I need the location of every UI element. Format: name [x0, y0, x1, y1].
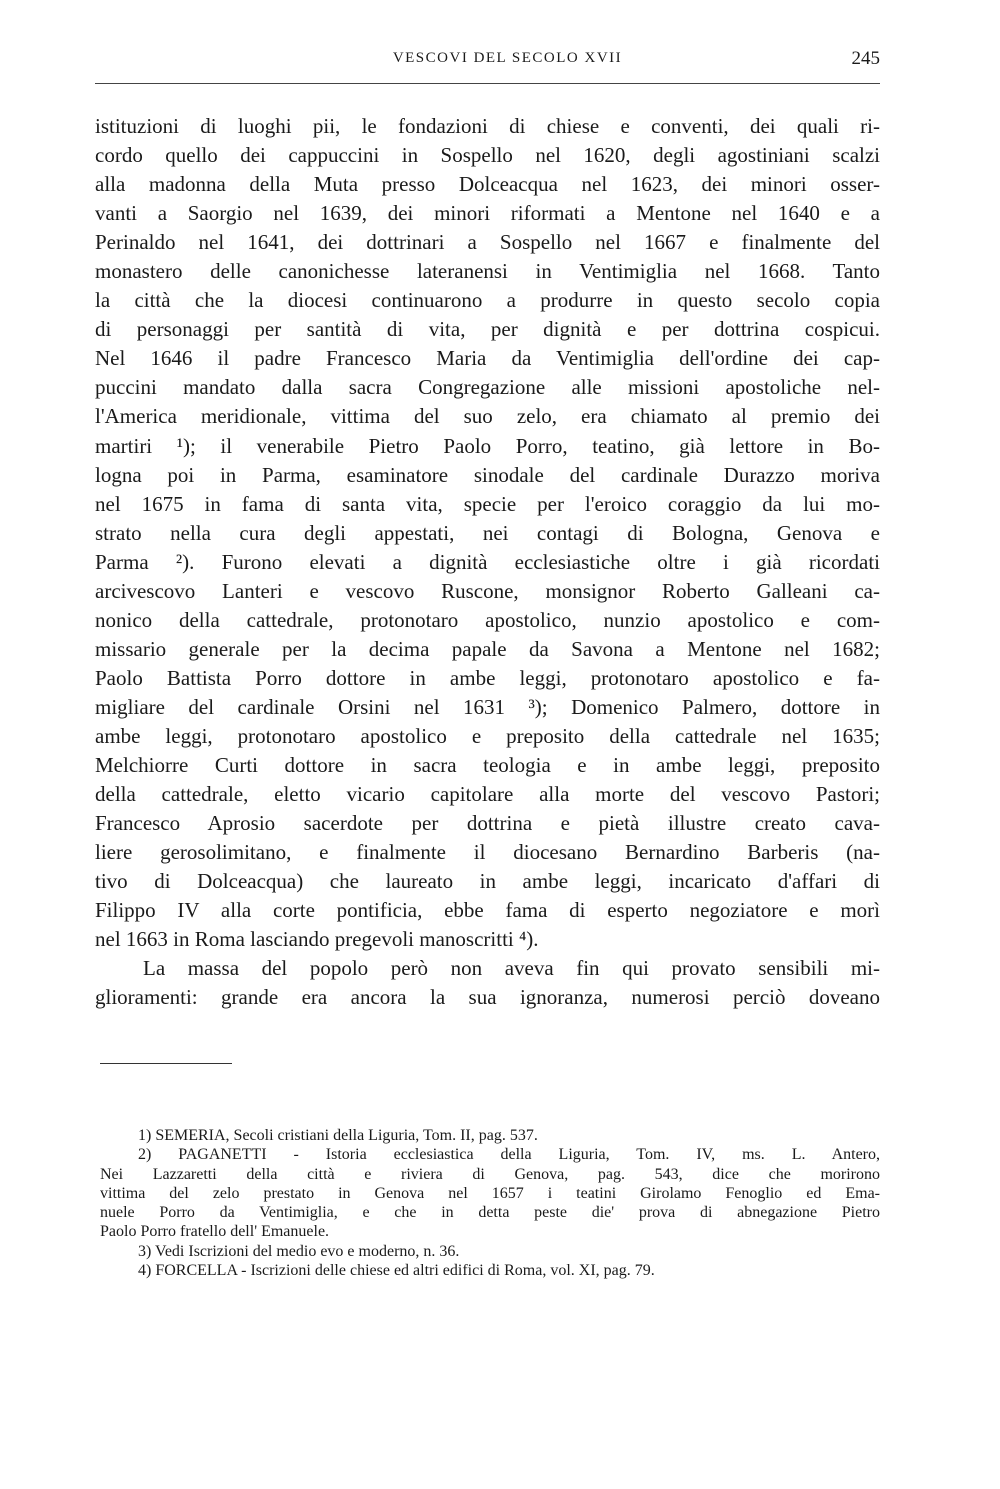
footnote-2-line: nuele Porro da Ventimiglia, e che in detta peste die' prova di abnegazione Pietro [100, 1204, 880, 1222]
paragraph-end-line: nel 1663 in Roma lasciando pregevoli manoscritti ⁴). [95, 927, 539, 952]
text-line: istituzioni di luoghi pii, le fondazioni di chiese e conventi, dei quali ri- [95, 114, 880, 138]
footnotes [100, 1126, 880, 1280]
text-line: la città che la diocesi continuarono a produrre in questo secolo copia [95, 288, 880, 313]
paragraph-start-line: La massa del popolo però non aveva fin qui provato sensibili mi- [143, 956, 880, 981]
running-title: VESCOVI DEL SECOLO XVII [392, 50, 623, 66]
footnote-2: 2) PAGANETTI - Istoria ecclesiastica della Liguria, Tom. IV, ms. L. Antero, [138, 1146, 880, 1164]
text-line: nel 1675 in fama di santa vita, specie per l'eroico coraggio da lui mo- [95, 491, 880, 516]
text-line: alla madonna della Muta presso Dolceacqua nel 1623, dei minori osser- [95, 172, 880, 197]
running-head [95, 48, 880, 74]
text-line: Filippo IV alla corte pontificia, ebbe fama di esperto negoziatore e morì [95, 898, 880, 923]
text-line: vanti a Saorgio nel 1639, dei minori riformati a Mentone nel 1640 e a [95, 201, 880, 226]
text-line: tivo di Dolceacqua) che laureato in ambe leggi, incaricato d'affari di [95, 869, 880, 894]
text-line: glioramenti: grande era ancora la sua ignoranza, numerosi perciò doveano [95, 985, 880, 1010]
text-line: di personaggi per santità di vita, per dignità e per dottrina cospicui. [95, 317, 880, 342]
footnote-1: 1) SEMERIA, Secoli cristiani della Liguria, Tom. II, pag. 537. [138, 1127, 538, 1144]
text-line: logna poi in Parma, esaminatore sinodale del cardinale Durazzo moriva [95, 462, 880, 487]
text-line: strato nella cura degli appestati, nei contagi di Bologna, Genova e [95, 520, 880, 545]
header-rule [95, 83, 880, 84]
text-line: puccini mandato dalla sacra Congregazione alle missioni apostoliche nel- [95, 375, 880, 400]
footnote-2-line: Nei Lazzaretti della città e riviera di Genova, pag. 543, dice che morirono [100, 1165, 880, 1183]
text-line: nonico della cattedrale, protonotaro apostolico, nunzio apostolico e com- [95, 607, 880, 632]
body-text [95, 112, 880, 1012]
text-line: liere gerosolimitano, e finalmente il diocesano Bernardino Barberis (na- [95, 840, 880, 865]
text-line: monastero delle canonichesse lateranensi in Ventimiglia nel 1668. Tanto [95, 259, 880, 284]
footnote-2-line: vittima del zelo prestato in Genova nel 1657 i teatini Girolamo Fenoglio ed Ema- [100, 1184, 880, 1202]
footnote-4: 4) FORCELLA - Iscrizioni delle chiese ed altri edifici di Roma, vol. XI, pag. 79. [138, 1262, 655, 1280]
text-line: migliare del cardinale Orsini nel 1631 ³); Domenico Palmero, dottore in [95, 694, 880, 719]
text-line: arcivescovo Lanteri e vescovo Ruscone, monsignor Roberto Galleani ca- [95, 578, 880, 603]
text-line: Paolo Battista Porro dottore in ambe leggi, protonotaro apostolico e fa- [95, 665, 880, 690]
text-line: Parma ²). Furono elevati a dignità ecclesiastiche oltre i già ricordati [95, 549, 880, 574]
page-number: 245 [851, 48, 880, 69]
text-line: ambe leggi, protonotaro apostolico e preposito della cattedrale nel 1635; [95, 723, 880, 748]
text-line: l'America meridionale, vittima del suo zelo, era chiamato al premio dei [95, 404, 880, 429]
text-line: missario generale per la decima papale da Savona a Mentone nel 1682; [95, 636, 880, 661]
text-line: Melchiorre Curti dottore in sacra teologia e in ambe leggi, preposito [95, 753, 880, 778]
text-line: della cattedrale, eletto vicario capitolare alla morte del vescovo Pastori; [95, 782, 880, 807]
text-line: Nel 1646 il padre Francesco Maria da Ventimiglia dell'ordine dei cap- [95, 346, 880, 371]
text-line: Perinaldo nel 1641, dei dottrinari a Sospello nel 1667 e finalmente del [95, 230, 880, 255]
text-line: Francesco Aprosio sacerdote per dottrina e pietà illustre creato cava- [95, 811, 880, 836]
footnote-2-line: Paolo Porro fratello dell' Emanuele. [100, 1223, 330, 1241]
text-line: martiri ¹); il venerabile Pietro Paolo Porro, teatino, già lettore in Bo- [95, 433, 880, 458]
text-line: cordo quello dei cappuccini in Sospello nel 1620, degli agostiniani scalzi [95, 143, 880, 168]
footnote-3: 3) Vedi Iscrizioni del medio evo e moderno, n. 36. [138, 1242, 460, 1260]
footnote-rule [100, 1063, 232, 1064]
